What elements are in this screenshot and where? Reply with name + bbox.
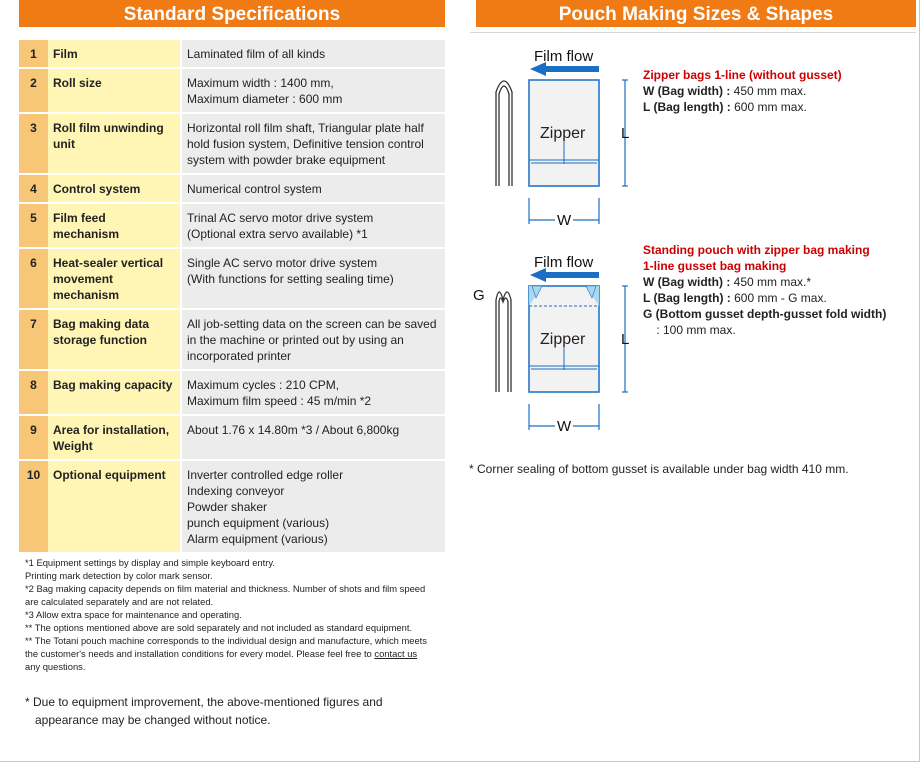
spec-row-value: Maximum cycles : 210 CPM, Maximum film speed : 45 m/min *2 bbox=[182, 371, 445, 414]
spec-row-number: 8 bbox=[19, 371, 48, 414]
standing-pouch-title-2: 1-line gusset bag making bbox=[643, 259, 787, 273]
width-w-label-2: W bbox=[557, 418, 572, 435]
spec-row bbox=[19, 371, 445, 414]
spec-row-value: About 1.76 x 14.80m *3 / About 6,800kg bbox=[182, 416, 445, 459]
spec-row bbox=[19, 416, 445, 459]
standing-pouch-width: W (Bag width) : 450 mm max.* bbox=[643, 275, 812, 289]
footnotes-tail: any questions. bbox=[25, 661, 86, 672]
spec-row-number: 6 bbox=[19, 249, 48, 308]
film-flow-label-2: Film flow bbox=[534, 254, 594, 271]
film-fold-icon bbox=[496, 81, 512, 186]
spec-row-item: Bag making capacity bbox=[48, 371, 182, 414]
contact-us-link[interactable]: contact us bbox=[374, 648, 418, 659]
spec-row-number: 4 bbox=[19, 175, 48, 202]
zipper-bags-width: W (Bag width) : 450 mm max. bbox=[643, 84, 807, 98]
improvement-notice bbox=[25, 693, 435, 729]
spec-row-item: Area for installation, Weight bbox=[48, 416, 182, 459]
spec-row-item: Film bbox=[48, 40, 182, 67]
spec-row-value: Trinal AC servo motor drive system (Optional extra servo available) *1 bbox=[182, 204, 445, 247]
spec-table bbox=[19, 38, 445, 554]
spec-row-number: 1 bbox=[19, 40, 48, 67]
spec-row bbox=[19, 310, 445, 369]
spec-row bbox=[19, 69, 445, 112]
zipper-bags-length: L (Bag length) : 600 mm max. bbox=[643, 100, 807, 114]
spec-row-value: All job-setting data on the screen can be saved in the machine or printed out by using an incorporated printer bbox=[182, 310, 445, 369]
spec-row-number: 10 bbox=[19, 461, 48, 552]
spec-row bbox=[19, 249, 445, 308]
standing-pouch-gusset: G (Bottom gusset depth-gusset fold width) bbox=[643, 307, 887, 321]
spec-row-item: Film feed mechanism bbox=[48, 204, 182, 247]
gusset-g-label: G bbox=[473, 287, 485, 304]
width-w-label: W bbox=[557, 212, 572, 229]
footnotes-text: *1 Equipment settings by display and simple keyboard entry. Printing mark detection by color mark sensor. *2 Bag making capacity depends on film material and thickness. Number of shots and film speed are calculated separately and are not related. *3 Allow extra space for maintenance and operating. ** The options mentioned above are sold separately and not included as standard equipment. ** The Totani pouch machine corresponds to the individual design and manufacture, which meets the customer's needs and installation conditions for every model. Please feel free to bbox=[25, 557, 427, 659]
standing-pouch-length: L (Bag length) : 600 mm - G max. bbox=[643, 291, 827, 305]
gusset-fold-icon bbox=[496, 292, 511, 392]
spec-row bbox=[19, 461, 445, 552]
notice-line-2: appearance may be changed without notice. bbox=[35, 713, 271, 727]
header-divider bbox=[470, 32, 916, 33]
length-l-label-2: L bbox=[621, 331, 630, 348]
spec-row-item: Control system bbox=[48, 175, 182, 202]
pouch-sizes-header: Pouch Making Sizes & Shapes bbox=[476, 0, 916, 27]
spec-row-item: Bag making data storage function bbox=[48, 310, 182, 369]
standing-pouch-description bbox=[643, 242, 886, 338]
spec-row bbox=[19, 204, 445, 247]
spec-row bbox=[19, 114, 445, 173]
spec-row-number: 3 bbox=[19, 114, 48, 173]
spec-row bbox=[19, 40, 445, 67]
spec-row-value: Inverter controlled edge roller Indexing conveyor Powder shaker punch equipment (various) Alarm equipment (various) bbox=[182, 461, 445, 552]
spec-row-value: Single AC servo motor drive system (With functions for setting sealing time) bbox=[182, 249, 445, 308]
notice-line-1: * Due to equipment improvement, the above-mentioned figures and bbox=[25, 695, 383, 709]
standing-pouch-title-1: Standing pouch with zipper bag making bbox=[643, 243, 870, 257]
spec-row-value: Laminated film of all kinds bbox=[182, 40, 445, 67]
spec-row-number: 7 bbox=[19, 310, 48, 369]
spec-row-number: 2 bbox=[19, 69, 48, 112]
corner-sealing-note: * Corner sealing of bottom gusset is available under bag width 410 mm. bbox=[469, 462, 849, 476]
spec-row-item: Heat-sealer vertical movement mechanism bbox=[48, 249, 182, 308]
spec-row-value: Maximum width : 1400 mm, Maximum diameter : 600 mm bbox=[182, 69, 445, 112]
spec-row-item: Optional equipment bbox=[48, 461, 182, 552]
spec-row-value: Numerical control system bbox=[182, 175, 445, 202]
spec-row-number: 9 bbox=[19, 416, 48, 459]
zipper-label-2: Zipper bbox=[540, 331, 586, 348]
film-flow-label: Film flow bbox=[534, 48, 594, 65]
zipper-bags-title: Zipper bags 1-line (without gusset) bbox=[643, 68, 842, 82]
spec-row-number: 5 bbox=[19, 204, 48, 247]
footnotes bbox=[25, 556, 430, 673]
zipper-label: Zipper bbox=[540, 125, 586, 142]
standard-specifications-header: Standard Specifications bbox=[19, 0, 445, 27]
length-l-label: L bbox=[621, 125, 630, 142]
spec-row bbox=[19, 175, 445, 202]
spec-row-value: Horizontal roll film shaft, Triangular plate half hold fusion system, Definitive tension control system with powder brake equipment bbox=[182, 114, 445, 173]
spec-row-item: Roll film unwinding unit bbox=[48, 114, 182, 173]
standing-pouch-gusset-value: : 100 mm max. bbox=[643, 323, 736, 337]
zipper-bags-description bbox=[643, 67, 842, 115]
spec-row-item: Roll size bbox=[48, 69, 182, 112]
